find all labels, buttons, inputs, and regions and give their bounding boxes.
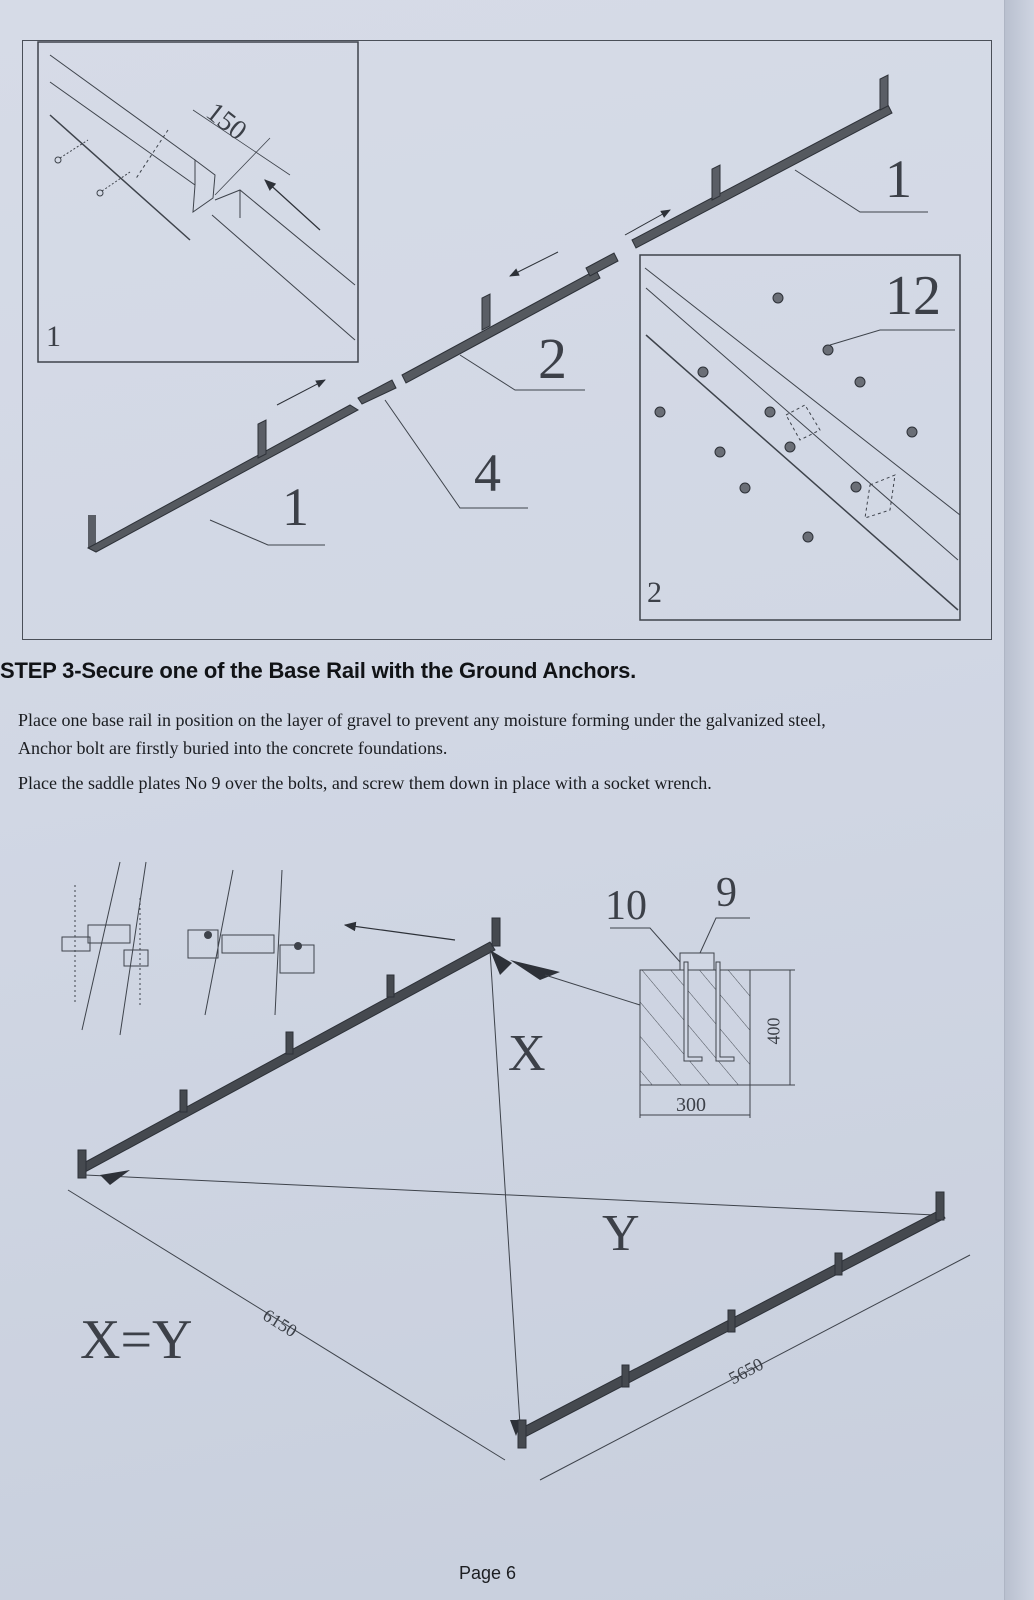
step-paragraph-1: Place one base rail in position on the layer of gravel to prevent any moisture forming under the galvanized steel, — [18, 710, 826, 730]
foundation-width: 300 — [676, 1094, 706, 1116]
step-heading: STEP 3-Secure one of the Base Rail with the Ground Anchors. — [0, 658, 637, 683]
dimension-5650: 5650 — [725, 1353, 767, 1389]
callout-end-rail-bottom: 1 — [282, 477, 309, 537]
inset-1-dimension: 150 — [200, 96, 253, 147]
foundation-depth: 400 — [763, 1017, 784, 1045]
rail-assembly — [88, 75, 928, 552]
saddle-plate-callout: 9 — [716, 870, 737, 916]
next-page-edge — [1004, 0, 1034, 1600]
diagonal-x-label: X — [508, 1025, 546, 1082]
inset-1-panel-number: 1 — [46, 320, 61, 353]
step-paragraph-3: Place the saddle plates No 9 over the bolts, and screw them down in place with a socket wrench. — [18, 773, 712, 793]
inset-2-panel-number: 2 — [647, 576, 662, 609]
step-paragraph-2: Anchor bolt are firstly buried into the concrete foundations. — [18, 738, 448, 758]
page-number: Page 6 — [459, 1563, 517, 1583]
callout-screws: 12 — [885, 265, 941, 327]
equal-diagonals-equation: X=Y — [80, 1309, 193, 1371]
foundation-layout — [62, 862, 970, 1480]
dimension-6150: 6150 — [259, 1304, 301, 1342]
inset-detail-1 — [38, 42, 358, 362]
callout-connector: 4 — [474, 443, 501, 503]
callout-middle-rail: 2 — [538, 326, 567, 391]
anchor-bolt-callout: 10 — [605, 883, 647, 929]
callout-end-rail-top: 1 — [885, 149, 912, 209]
diagonal-y-label: Y — [602, 1205, 640, 1262]
